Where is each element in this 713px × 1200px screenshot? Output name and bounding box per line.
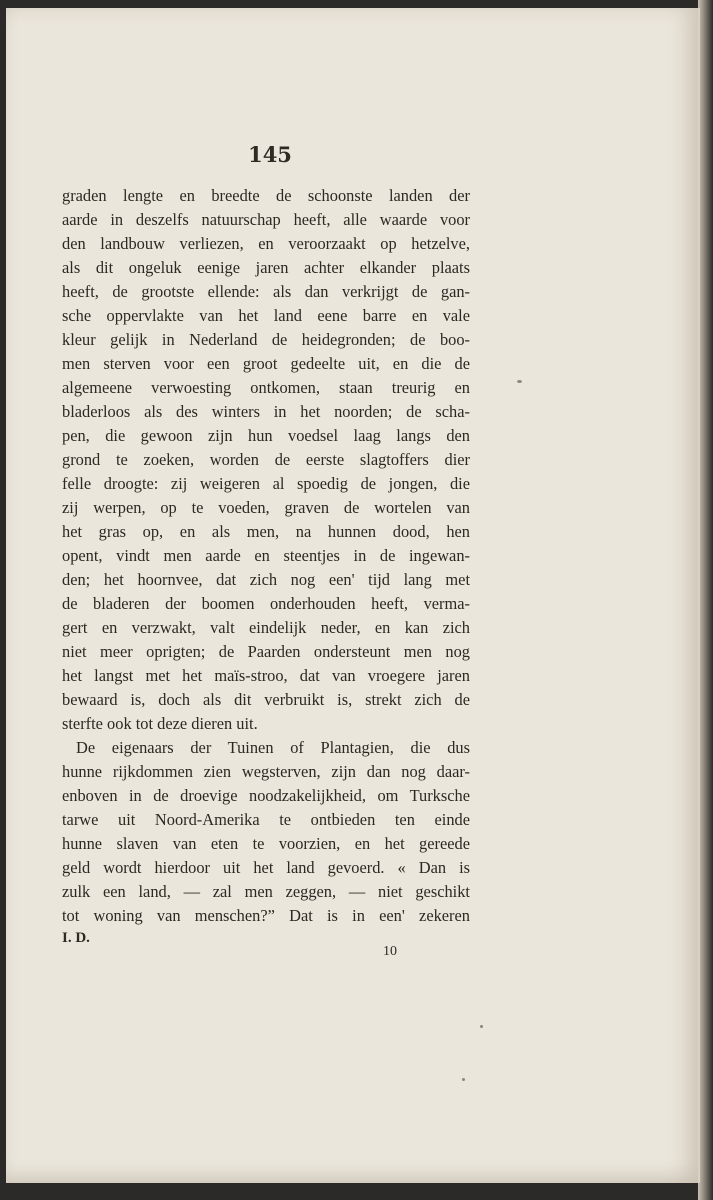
text-line: het langst met het maïs-stroo, dat van vroegere jaren	[62, 666, 470, 685]
text-line: pen, die gewoon zijn hun voedsel laag langs den	[62, 426, 470, 445]
text-line: opent, vindt men aarde en steentjes in de ingewan-	[62, 546, 470, 565]
paper-speck	[517, 380, 522, 383]
paper-speck	[462, 1078, 465, 1081]
text-line: zulk een land, — zal men zeggen, — niet geschikt	[62, 882, 470, 901]
signature-mark: 10	[383, 944, 397, 959]
text-line: bewaard is, doch als dit verbruikt is, strekt zich de	[62, 690, 470, 709]
text-line: hunne rijkdommen zien wegsterven, zijn dan nog daar-	[62, 762, 470, 781]
text-line: felle droogte: zij weigeren al spoedig de jongen, die	[62, 474, 470, 493]
text-line: gert en verzwakt, valt eindelijk neder, en kan zich	[62, 618, 470, 637]
text-line: heeft, de grootste ellende: als dan verkrijgt de gan-	[62, 282, 470, 301]
text-line: het gras op, en als men, na hunnen dood, hen	[62, 522, 470, 541]
text-line: tot woning van menschen?” Dat is in een' zekeren	[62, 906, 470, 925]
text-line: den; het hoornvee, dat zich nog een' tijd lang met	[62, 570, 470, 589]
text-line: sterfte ook tot deze dieren uit.	[62, 714, 258, 733]
text-line: de bladeren der boomen onderhouden heeft, verma-	[62, 594, 470, 613]
text-line: sche oppervlakte van het land eene barre en vale	[62, 306, 470, 325]
text-line: enboven in de droevige noodzakelijkheid, om Turksche	[62, 786, 470, 805]
text-line: grond te zoeken, worden de eerste slagtoffers dier	[62, 450, 470, 469]
printer-signature: I. D.	[62, 930, 90, 946]
text-line: men sterven voor een groot gedeelte uit, en die de	[62, 354, 470, 373]
text-line: kleur gelijk in Nederland de heidegronden; de boo-	[62, 330, 470, 349]
text-line: geld wordt hierdoor uit het land gevoerd. « Dan is	[62, 858, 470, 877]
text-line: als dit ongeluk eenige jaren achter elkander plaats	[62, 258, 470, 277]
text-line: graden lengte en breedte de schoonste landen der	[62, 186, 470, 205]
text-line: tarwe uit Noord-Amerika te ontbieden ten einde	[62, 810, 470, 829]
page-number: 145	[248, 142, 292, 167]
text-line: den landbouw verliezen, en veroorzaakt op hetzelve,	[62, 234, 470, 253]
text-line: niet meer oprigten; de Paarden ondersteunt men nog	[62, 642, 470, 661]
text-line: hunne slaven van eten te voorzien, en het gereede	[62, 834, 470, 853]
book-edge	[698, 0, 713, 1200]
text-line: bladerloos als des winters in het noorden; de scha-	[62, 402, 470, 421]
text-line: aarde in deszelfs natuurschap heeft, alle waarde voor	[62, 210, 470, 229]
paper-speck	[480, 1025, 483, 1028]
body-text	[62, 184, 470, 928]
text-line: zij werpen, op te voeden, graven de wortelen van	[62, 498, 470, 517]
text-line: De eigenaars der Tuinen of Plantagien, die dus	[76, 738, 470, 757]
text-line: algemeene verwoesting ontkomen, staan treurig en	[62, 378, 470, 397]
